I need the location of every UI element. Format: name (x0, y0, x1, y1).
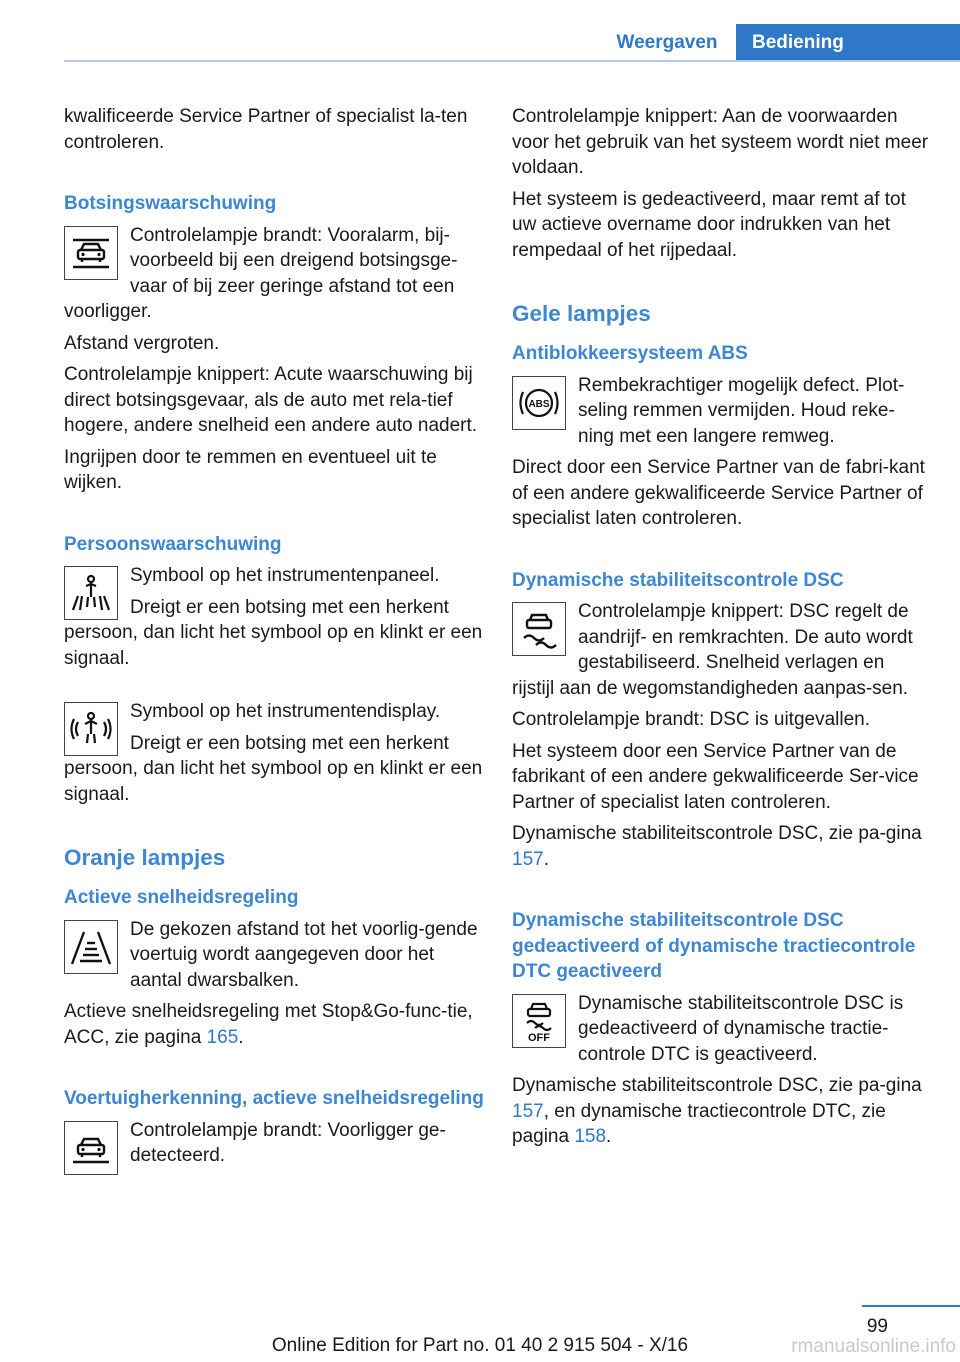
vehicle-detected-icon (64, 1121, 118, 1175)
collision-warning-car-icon (64, 226, 118, 280)
svg-text:ABS: ABS (528, 398, 550, 410)
edition-footer: Online Edition for Part no. 01 40 2 915 504 - X/16 (271, 1335, 689, 1356)
right-column (512, 104, 930, 1156)
left-column (64, 104, 484, 1175)
pedestrian-display-icon (64, 702, 118, 756)
voertuig-text-1: Controlelampje brandt: Voorligger ge‐detecteerd. (130, 1119, 446, 1166)
abs-icon (512, 376, 566, 430)
header-divider (64, 60, 960, 62)
page-link-165[interactable]: 165 (206, 1026, 239, 1048)
page-link-158[interactable]: 158 (574, 1126, 607, 1147)
dsc-off-icon (512, 994, 566, 1048)
abs-text-1: Rembekrachtiger mogelijk defect. Plot‐seling remmen vermijden. Houd reke‐ning met een langere remweg. (578, 374, 905, 447)
tab-bediening[interactable]: Bediening (736, 24, 960, 62)
page-header (0, 0, 960, 62)
heading-dsc: Dynamische stabiliteitscontrole DSC (512, 569, 844, 591)
abs-text-2: Direct door een Service Partner van de fabri‐kant of een andere gekwalificeerde Service Partner of specialist laten controleren. (512, 457, 925, 529)
distance-bars-icon (64, 920, 118, 974)
right-text-2: Het systeem is gedeactiveerd, maar remt af tot uw actieve overname door indrukken van het rempedaal of het rijpedaal. (512, 188, 906, 261)
persoon-text-2: Dreigt er een botsing met een herkent persoon, dan licht het symbool op en klinkt er een signaal. (64, 596, 483, 669)
acc-text-2: Actieve snelheidsregeling met Stop&Go-func‐tie, ACC, zie pagina 165. (64, 1001, 473, 1048)
dtc-text-2: Dynamische stabiliteitscontrole DSC, zie pa‐gina 157, en dynamische tractiecontrole DTC, zie pagina 158. (512, 1075, 922, 1147)
heading-persoonswaarschuwing: Persoonswaarschuwing (64, 533, 282, 555)
heading-oranje-lampjes: Oranje lampjes (64, 845, 226, 870)
page-link-157b[interactable]: 157 (512, 1100, 544, 1122)
dsc-text-1: Controlelampje knippert: DSC regelt de aandrijf- en remkrachten. De auto wordt gestabiliseerd. Snelheid verlagen en rijstijl aan de wegomstandigheden aanpas‐sen. (512, 601, 913, 699)
persoon-text-1: Symbool op het instrumentenpaneel. (130, 565, 440, 586)
dsc-text-3: Het systeem door een Service Partner van de fabrikant of een andere gekwalificeerde Ser‐vice Partner of specialist laten controleren. (512, 740, 919, 813)
pedestrian-warning-icon (64, 566, 118, 620)
acc-text-1: De gekozen afstand tot het voorlig‐gende voertuig wordt aangegeven door het aantal dwarsbalken. (130, 918, 478, 991)
right-text-1: Controlelampje knippert: Aan de voorwaarden voor het gebruik van het systeem wordt niet meer voldaan. (512, 106, 929, 178)
watermark: rmanualsonline.info (791, 1336, 956, 1357)
page-number-rule (862, 1305, 960, 1307)
botsing-text-4: Ingrijpen door te remmen en eventueel uit te wijken. (64, 446, 437, 493)
tab-weergaven[interactable]: Weergaven (616, 32, 718, 53)
heading-actieve-snelheidsregeling: Actieve snelheidsregeling (64, 887, 299, 908)
dsc-text-2: Controlelampje brandt: DSC is uitgevallen. (512, 709, 871, 730)
persoon-text-3: Symbool op het instrumentendisplay. (130, 701, 441, 722)
heading-voertuigherkenning: Voertuigherkenning, actieve snelheidsregeling (64, 1088, 484, 1109)
intro-text: kwalificeerde Service Partner of specialist la‐ten controleren. (64, 106, 468, 153)
dsc-text-4: Dynamische stabiliteitscontrole DSC, zie pa‐gina 157. (512, 823, 922, 870)
heading-botsingswaarschuwing: Botsingswaarschuwing (64, 193, 277, 214)
dsc-icon (512, 602, 566, 656)
botsing-text-1: Controlelampje brandt: Vooralarm, bij‐voorbeeld bij een dreigend botsingsge‐vaar of bij zeer geringe afstand tot een voorligger. (64, 224, 458, 322)
persoon-text-4: Dreigt er een botsing met een herkent persoon, dan licht het symbool op en klinkt er een signaal. (64, 732, 483, 805)
dtc-text-1: Dynamische stabiliteitscontrole DSC is gedeactiveerd of dynamische tractie‐controle DTC is geactiveerd. (578, 992, 904, 1065)
botsing-text-2: Afstand vergroten. (64, 332, 220, 354)
page-number: 99 (866, 1316, 888, 1337)
page-link-157[interactable]: 157 (512, 848, 544, 870)
heading-gele-lampjes: Gele lampjes (512, 301, 651, 326)
svg-text:OFF: OFF (528, 1031, 550, 1044)
heading-dsc-off-dtc: Dynamische stabiliteitscontrole DSC gedeactiveerd of dynamische tractiecontrole DTC geactiveerd (512, 910, 916, 982)
botsing-text-3: Controlelampje knippert: Acute waarschuwing bij direct botsingsgevaar, als de auto met rela‐tief hogere, andere snelheid een andere auto nadert. (64, 364, 478, 436)
heading-abs: Antiblokkeersysteem ABS (512, 343, 748, 364)
